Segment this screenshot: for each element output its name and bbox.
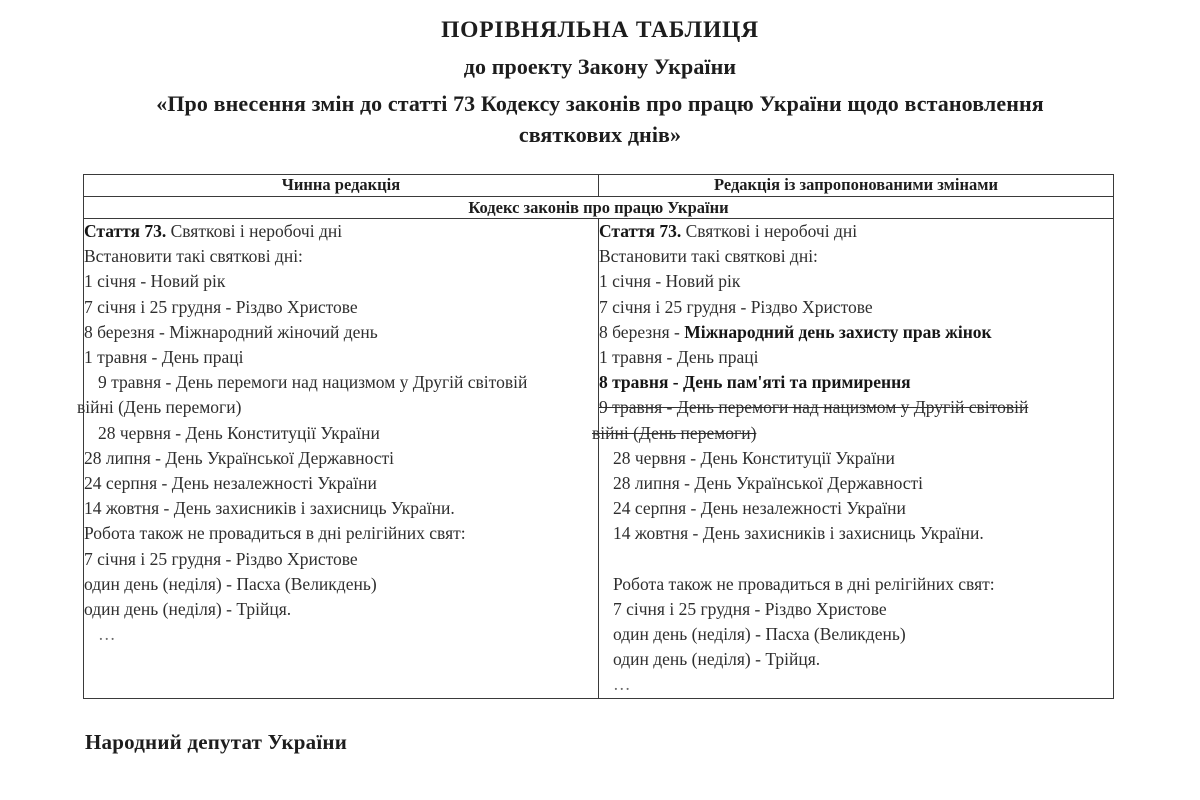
- merged-row-law-name: Кодекс законів про працю України: [84, 196, 1114, 218]
- proposed-struck-victory-day-line2: війні (День перемоги): [592, 422, 757, 443]
- proposed-holiday-remembrance-day: [599, 370, 1113, 395]
- proposed-blank-line: [599, 547, 1113, 572]
- current-holiday-item: 1 травня - День праці: [84, 347, 244, 367]
- title-line-bill-name: «Про внесення змін до статті 73 Кодексу законів про працю України щодо встановлення святкових днів»: [156, 90, 1044, 148]
- proposed-holiday-womens-day-prefix: 8 березня -: [599, 321, 685, 342]
- proposed-holiday-item: 24 серпня - День незалежності України: [613, 498, 906, 519]
- current-religious-intro: Робота також не провадиться в дні релігійних свят:: [84, 523, 466, 544]
- current-religious-item: один день (неділя) - Пасха (Великдень): [84, 573, 377, 594]
- current-holiday-item: 28 червня - День Конституції України: [98, 422, 380, 443]
- current-article-title: Святкові і неробочі дні: [166, 221, 343, 242]
- cell-current-edition: [77, 219, 599, 699]
- current-intro: Встановити такі святкові дні:: [84, 246, 303, 267]
- proposed-article-label: Стаття 73.: [599, 221, 682, 242]
- current-holiday-item: 1 січня - Новий рік: [84, 271, 226, 292]
- proposed-edition-text: [592, 219, 1113, 698]
- current-holiday-item: 14 жовтня - День захисників і захисниць України.: [84, 498, 455, 519]
- proposed-holiday-item: 1 січня - Новий рік: [599, 271, 741, 292]
- current-article-label: Стаття 73.: [84, 221, 167, 242]
- current-edition-text: [77, 219, 598, 647]
- proposed-intro: Встановити такі святкові дні:: [599, 246, 818, 267]
- current-religious-item: 7 січня і 25 грудня - Різдво Христове: [84, 548, 358, 569]
- proposed-religious-item: 7 січня і 25 грудня - Різдво Христове: [613, 598, 887, 619]
- cell-proposed-edition: [592, 219, 1114, 699]
- proposed-holiday-remembrance-day-text: 8 травня - День пам'яті та примирення: [599, 372, 911, 393]
- header-current-edition: Чинна редакція: [84, 175, 599, 197]
- header-proposed-edition: Редакція із запропонованими змінами: [599, 175, 1114, 197]
- current-article-heading: [84, 219, 598, 244]
- proposed-ellipsis: …: [613, 674, 633, 695]
- proposed-holiday-womens-day-new-name: Міжнародний день захисту прав жінок: [684, 321, 992, 342]
- proposed-holiday-item: 28 червня - День Конституції України: [613, 447, 895, 468]
- document-title-block: [0, 0, 1200, 151]
- comparison-table-container: [77, 174, 1113, 699]
- proposed-holiday-item: 1 травня - День праці: [599, 347, 759, 367]
- title-line-subject: до проекту Закону України: [463, 54, 737, 80]
- proposed-struck-victory-day-line1: 9 травня - День перемоги над нацизмом у Другій світовій: [599, 397, 1029, 418]
- current-ellipsis: …: [98, 624, 118, 645]
- current-victory-day-line2: війні (День перемоги): [77, 397, 242, 418]
- proposed-article-title: Святкові і неробочі дні: [681, 221, 858, 242]
- current-religious-item: один день (неділя) - Трійця.: [84, 598, 292, 619]
- proposed-religious-item: один день (неділя) - Трійця.: [613, 649, 821, 670]
- current-holiday-item: 7 січня і 25 грудня - Різдво Христове: [84, 296, 358, 317]
- table-body-row: [84, 219, 1114, 699]
- current-victory-day-line1: 9 травня - День перемоги над нацизмом у Другій світовій: [98, 372, 528, 393]
- current-holiday-item: 24 серпня - День незалежності України: [84, 472, 377, 493]
- table-header-row: [84, 175, 1114, 197]
- proposed-holiday-item: 7 січня і 25 грудня - Різдво Христове: [599, 296, 873, 317]
- comparison-table: [77, 174, 1114, 699]
- proposed-holiday-item: 14 жовтня - День захисників і захисниць України.: [613, 523, 984, 544]
- table-merged-row: [84, 196, 1114, 218]
- current-holiday-item: 8 березня - Міжнародний жіночий день: [84, 321, 378, 342]
- proposed-religious-item: один день (неділя) - Пасха (Великдень): [613, 624, 906, 645]
- proposed-religious-intro: Робота також не провадиться в дні релігійних свят:: [613, 573, 995, 594]
- proposed-article-heading: [599, 219, 1113, 244]
- title-line-main: ПОРІВНЯЛЬНА ТАБЛИЦЯ: [441, 17, 759, 43]
- current-holiday-item: 28 липня - День Української Державності: [84, 447, 395, 468]
- proposed-holiday-womens-day: [599, 320, 1113, 345]
- signature-line: Народний депутат України: [85, 730, 348, 754]
- proposed-holiday-item: 28 липня - День Української Державності: [613, 472, 924, 493]
